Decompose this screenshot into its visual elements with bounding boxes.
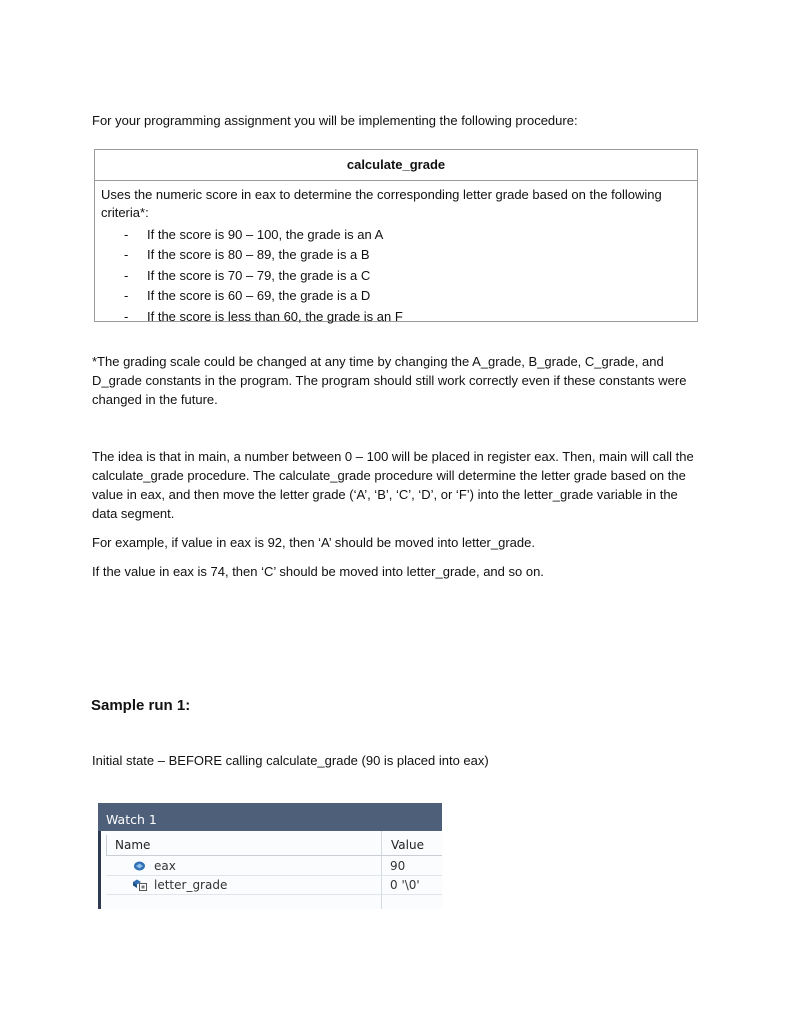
criteria-item: - If the score is 60 – 69, the grade is a D	[101, 286, 691, 306]
dash-bullet: -	[124, 308, 129, 324]
dash-bullet: -	[124, 288, 129, 304]
idea-paragraph: The idea is that in main, a number between 0 – 100 will be placed in register eax. Then, main will call the calculate_grade procedure. The calculate_grade procedure will determine the letter grade based on the value in eax, and then move the letter grade (‘A’, ‘B’, ‘C’, ‘D’, or ‘F’) into the letter_grade variable in the data segment.	[92, 449, 694, 521]
procedure-body	[95, 181, 697, 327]
initial-state-caption: Initial state – BEFORE calling calculate_grade (90 is placed into eax)	[92, 753, 489, 768]
watch-item-name: eax	[154, 859, 176, 873]
watch-item-value: 90	[390, 859, 406, 873]
criteria-list	[101, 225, 691, 327]
grading-scale-note: *The grading scale could be changed at any time by changing the A_grade, B_grade, C_grade, and D_grade constants in the program. The program should still work correctly even if these constants were changed in the future.	[92, 354, 687, 407]
watch-window-screenshot	[98, 803, 442, 909]
criteria-item: - If the score is 80 – 89, the grade is a B	[101, 245, 691, 265]
intro-text: For your programming assignment you will be implementing the following procedure:	[92, 113, 578, 128]
procedure-table	[94, 149, 698, 322]
watch-column-header	[106, 835, 442, 856]
dash-bullet: -	[124, 247, 129, 263]
value-column-header: Value	[391, 838, 424, 852]
dash-bullet: -	[124, 267, 129, 283]
variable-icon	[132, 878, 148, 897]
example-paragraph-2: If the value in eax is 74, then ‘C’ should be moved into letter_grade, and so on.	[92, 564, 544, 579]
sample-run-heading: Sample run 1:	[91, 697, 191, 714]
watch-title-bar: Watch 1	[98, 803, 442, 831]
dash-bullet: -	[124, 227, 129, 242]
procedure-name: calculate_grade	[95, 150, 697, 181]
procedure-description: Uses the numeric score in eax to determine the corresponding letter grade based on the following criteria*:	[101, 187, 662, 220]
watch-row-eax	[106, 856, 442, 876]
watch-row-letter-grade	[106, 875, 442, 895]
watch-item-name: letter_grade	[154, 878, 228, 892]
example-paragraph-1: For example, if value in eax is 92, then ‘A’ should be moved into letter_grade.	[92, 535, 535, 550]
name-column-header: Name	[115, 838, 151, 852]
watch-grid	[101, 831, 442, 909]
criteria-item: - If the score is 90 – 100, the grade is an A	[101, 225, 691, 245]
criteria-item: - If the score is 70 – 79, the grade is a C	[101, 266, 691, 286]
watch-item-value: 0 '\0'	[390, 878, 420, 892]
criteria-item: - If the score is less than 60, the grade is an F	[101, 307, 691, 327]
